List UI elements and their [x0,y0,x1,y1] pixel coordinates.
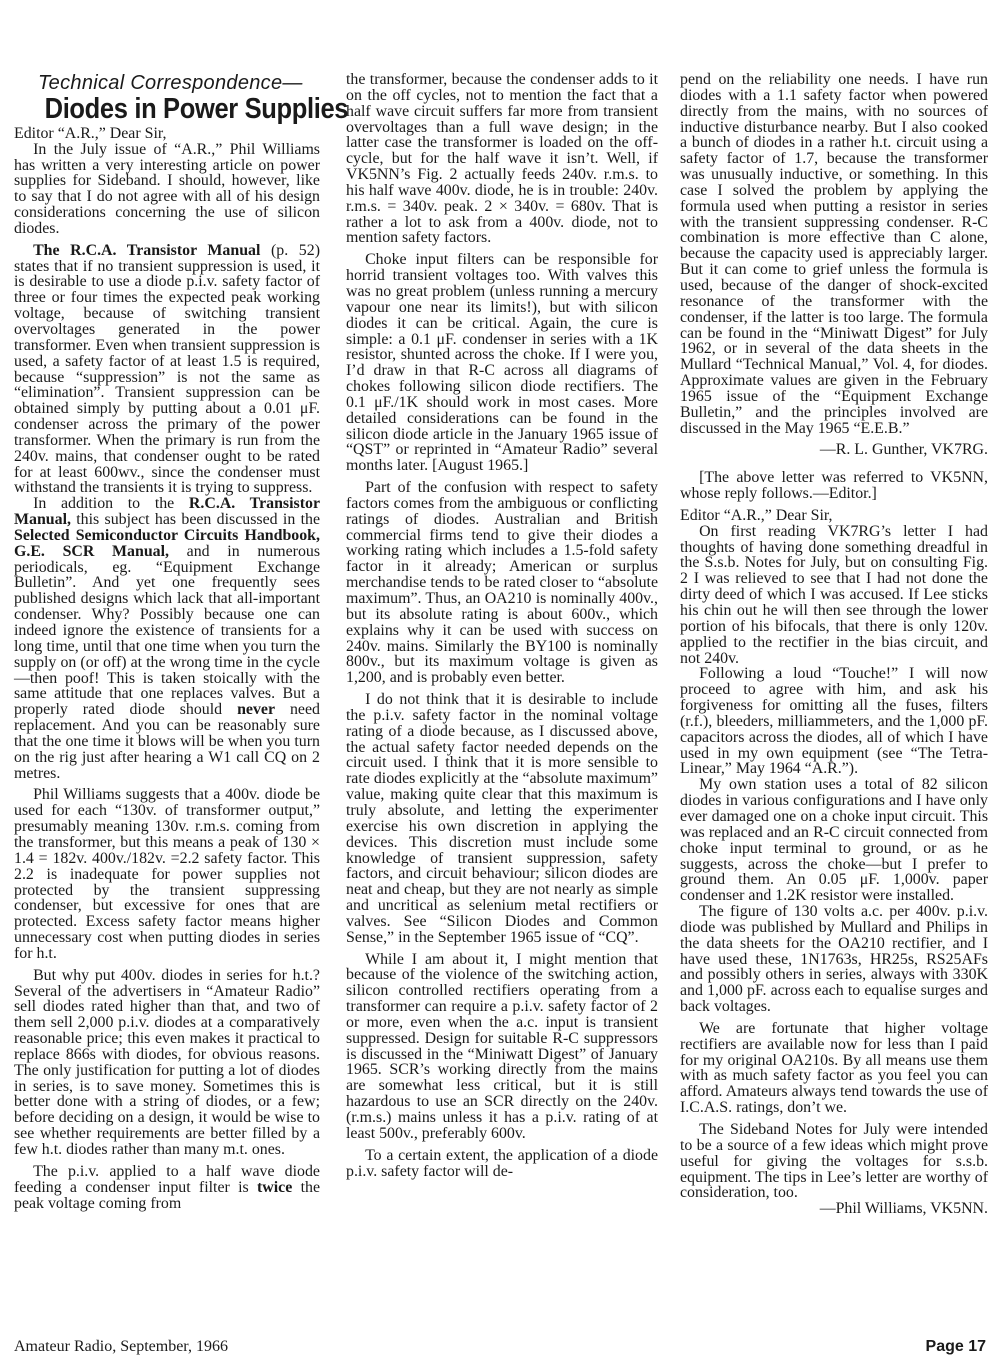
paragraph: To a certain extent, the application of a diode p.i.v. safety factor will de- [346,1146,658,1180]
paragraph: pend on the reliability one needs. I have run diodes with a 1.1 safety factor when powered directly from the mains, with no sources of inductive disturbance nearby. But I also cooked a bunch of diodes in a rather h.t. circuit using a safety factor of 1.7, because the transformer was unusually inductive, or something. In this case I solved the problem by applying the formula used when putting a resistor in series with the transient suppressing condenser. R-C combination is more effective than C alone, because the capacity used is appreciably larger. But it can come to grief unless the formula is used, because of the danger of shock-excited resonance of the transformer with the condenser, if the latter is too large. The formula can be found in the “Miniwatt Digest” for July 1962, or in several of the data sheets in the Mullard “Technical Manual,” Vol. 4, for diodes. Approximate values are given in the February 1965 issue of the “Equipment Exchange Bulletin,” and the principles involved are discussed in the May 1965 “E.E.B.” [680,71,988,437]
salutation: Editor “A.R.,” Dear Sir, [14,124,167,142]
column-3 [680,72,988,1217]
paragraph: The figure of 130 volts a.c. per 400v. p.i.v. diode was published by Mullard and Philips in the data sheets for the OA210 rectifier, and I have used these, 1N1763s, HR25s, RS25AFs and possibly others in series, always with 330K and 1,000 pF. across each to equalise surges and back voltages. [680,903,988,1016]
text-span: The p.i.v. applied to a half wave diode feeding a condenser input filter is [14,1162,320,1196]
paragraph: But why put 400v. diodes in series for h.t.? Several of the advertisers in “Amateur Radio” sell diodes rated higher than that, and two of them sell 2,000 p.i.v. diodes at a comparatively reasonable price; this even makes it practical to replace 866s with diodes, for obvious reasons. The only justification for putting a lot of diodes in series, is to save money. Sometimes this is better done with a string of diodes, or a few; before deciding on a design, it would be wise to see whether requirements are better filled by a few h.t. diodes rather than many m.t. ones. [14,966,320,1158]
bold-text: R.C.A. Transistor Manual, [14,495,320,529]
editor-note: [The above letter was referred to VK5NN, whose reply follows.—Editor.] [680,469,988,503]
page-footer [14,1338,986,1356]
text-span: (p. 52) [260,241,320,259]
paragraph [14,243,320,497]
paragraph: My own station uses a total of 82 silicon diodes in various configurations and I have only ever damaged one on a choke input circuit. This was replaced and an R-C circuit connected from choke input terminal to ground, or as he suggests, across the choke—but I prefer to ground them. An 0.05 μF. 1,000v. paper condenser and 1.2K resistor were installed. [680,776,988,905]
bold-text: Selected Semiconductor Circuits Handbook, G.E. SCR Manual, [14,526,320,560]
column-2 [346,72,658,1179]
paragraph: While I am about it, I might mention that because of the violence of the switching action, silicon controlled rectifiers operating from a transformer can require a p.i.v. safety factor of 2 or more, even when the a.c. input is transient suppressed. Design for suitable R-C suppressors is discussed in the “Miniwatt Digest” of January 1965. SCR’s working directly from the mains are somewhat less critical, but it is still hazardous to use an SCR directly on the 240v. (r.m.s.) mains unless it has a p.i.v. rating of at least 500v., preferably 600v. [346,950,658,1142]
signature: —Phil Williams, VK5NN. [819,1200,988,1218]
article-kicker: Technical Correspondence— [38,72,303,94]
text-span: In addition to the [33,495,189,513]
paragraph: The Sideband Notes for July were intended to be a source of a few ideas which might prove useful for giving the voltages for s.s.b. equipment. The tips in Lee’s letter are worthy of consideration, too. [680,1121,988,1202]
text-span: states that if no transient suppression is used, it is desirable to use a diode p.i.v. safety factor of three or four times the expected peak working voltage, because of switching transient overvoltages generated in the power transformer. Even when transient suppression is used, a safety factor of at least 1.5 is required, because “suppression” is not the same as “elimination”. Transient suppression can be obtained simply by putting about a 0.01 μF. condenser across the primary of the power transformer. When the primary is run from the 240v. mains, that condenser ought to be rated for at least 600wv., since the condenser must withstand the transients it is trying to suppress. [14,257,320,497]
paragraph: Part of the confusion with respect to safety factors comes from the ambiguous or conflicting ratings of diodes. Australian and British commercial firms tend to give their diodes a working rating which includes a 1.5-fold safety factor in it already; American or surplus merchandise tends to be rated closer to “absolute maximum”. Thus, an OA210 is nominally 400v., but its absolute rating is about 600v., which explains why it can be used with success on 240v. mains. Similarly the BY100 is nominally 800v., but its maximum voltage is given as 1,200, and is probably even better. [346,479,658,687]
paragraph: the transformer, because the condenser adds to it on the off cycles, not to mention the fact that a half wave circuit suffers far more from transient overvoltages than a full wave design; in the latter case the transformer is loaded on the off-cycle, but for the half wave it isn’t. Well, if VK5NN’s Fig. 2 actually feeds 240v. r.m.s. to his half wave 400v. diode, he is in trouble: 240v. r.m.s. = 340v. peak. 2 × 340v. = 680v. That is rather a lot to ask from a 400v. diode, not to mention safety factors. [346,71,658,247]
text-span: numerous periodicals, eg. “Equipment Exchange Bulletin”. And yet one frequently sees published designs which lack that all-important condenser. Why? Possibly because one can indeed ignore the existence of transients for a long time, until that one time when you turn the supply on (or off) at the wrong time in the cycle—then poof! This is taken stoically with the same attitude that one replaces valves. But a properly rated diode should [14,542,321,719]
column-1 [14,72,349,1212]
text-span: this subject has been discussed in the [70,511,320,529]
bold-text: never [237,701,276,719]
signature: —R. L. Gunther, VK7RG. [819,441,988,459]
bold-text: twice [256,1178,293,1196]
page-number: Page 17 [925,1338,986,1355]
text-span: need replacement. And you can be reasonably sure that the one time it blows will be when you turn on the rig just after hearing a W1 call CQ on 2 metres. [14,701,320,782]
text-span: and in [169,542,240,560]
text-span: the peak voltage coming from [14,1178,320,1212]
paragraph: Choke input filters can be responsible for horrid transient voltages too. With valves this was no great problem (unless running a mercury vapour one near its limits!), but with silicon diodes it can be critical. Again, the cure is simple: a 0.1 μF. condenser in series with a 1K resistor, shunted across the choke. If I were you, I’d draw in that R-C across all diagrams of chokes following silicon diode rectifiers. The 0.1 μF./1K should work in most cases. More detailed considerations can be found in the silicon diode article in the January 1965 issue of “QST” or reprinted in “Amateur Radio” several months later. [August 1965.] [346,251,658,475]
bold-text: The R.C.A. Transistor Manual [33,241,261,259]
footer-publication: Amateur Radio, September, 1966 [14,1338,228,1355]
paragraph [14,1164,320,1212]
paragraph: Phil Williams suggests that a 400v. diode be used for each “130v. of transformer output,” presumably meaning 130v. r.m.s. coming from the transformer, but this means a peak of 130 × 1.4 = 182v. 400v./182v. =2.2 safety factor. This 2.2 is inadequate for power supplies not protected by the transient suppressing condenser, but excessive for ones that are protected. Excess safety factor means higher unnecessary cost when putting diodes in series for h.t. [14,786,320,962]
paragraph: Following a loud “Touche!” I will now proceed to agree with him, and ask his forgiveness for omitting all the fuses, filters (r.f.), bleeders, milliammeters, and the 1,000 pF. capacitors across the diodes, all of which I have used in my own equipment (see “The Tetra-Linear,” May 1964 “A.R.”). [680,665,988,778]
paragraph [14,496,320,781]
paragraph: In the July issue of “A.R.,” Phil Williams has written a very interesting article on power supplies for Sideband. I should, however, like to say that I do not agree with all of his design considerations concerning the use of silicon diodes. [14,140,320,237]
paragraph: We are fortunate that higher voltage rectifiers are available now for less than I paid for my original OA210s. By all means use them with as much safety factor as you feel you can afford. Amateurs always tend towards the use of I.C.A.S. ratings, don’t we. [680,1019,988,1117]
article-title: Diodes in Power Supplies [44,92,349,125]
paragraph: I do not think that it is desirable to include the p.i.v. safety factor in the nominal voltage rating of a diode because, as I discussed above, the actual safety factor needed depends on the circuit used. I think that it is more sensible to rate diodes explicitly at the “absolute maximum” value, making quite clear that this maximum is truly absolute, and letting the experimenter exercise his own discretion in applying the devices. This discretion must include some knowledge of transient suppression, safety factors, and circuit behaviour; silicon diodes are neat and cheap, but they are not nearly as simple and uncritical as selenium metal rectifiers or valves. See “Silicon Diodes and Common Sense,” in the September 1965 issue of “CQ”. [346,691,658,946]
paragraph: On first reading VK7RG’s letter I had thoughts of having done something dreadful in the S.s.b. Notes for July, but on consulting Fig. 2 I was relieved to see that I had not done the dirty deed of which I was accused. If Lee sticks his chin out he will then see through the lower portion of his bifocals, that there is only 120v. applied to the rectifier in the bias circuit, and not 240v. [680,522,988,667]
salutation: Editor “A.R.,” Dear Sir, [680,506,833,524]
